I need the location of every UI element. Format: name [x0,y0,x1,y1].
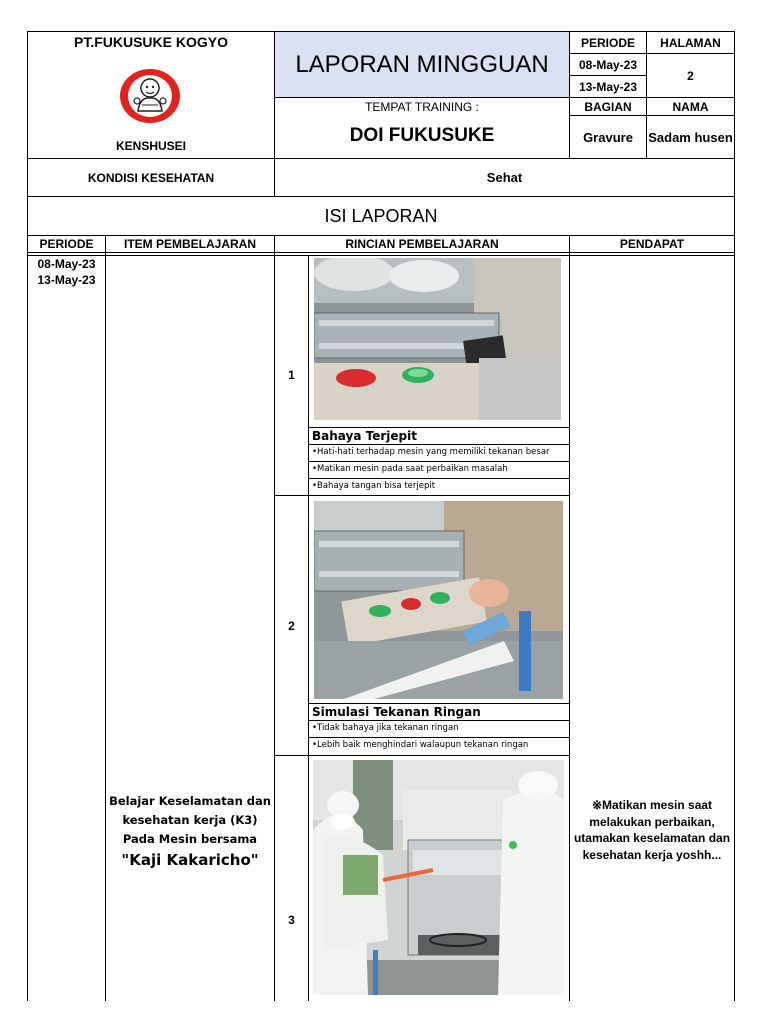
periode-end: 13-May-23 [578,79,638,94]
entry-note: • Bahaya tangan bisa terjepit [312,479,435,494]
entry-note: • Matikan mesin pada saat perbaikan masalah [312,462,508,477]
col-header-pendapat: PENDAPAT [619,237,685,251]
periode-start: 08-May-23 [578,57,638,72]
section-title: ISI LAPORAN [324,205,438,226]
bagian-value: Gravure [583,129,633,145]
entry-number: 3 [288,913,295,927]
halaman-value: 2 [687,68,694,83]
entry-title: Bahaya Terjepit [312,429,417,443]
health-label: KONDISI KESEHATAN [87,170,215,185]
nama-value: Sadam husen [648,129,733,145]
col-header-periode: PERIODE [39,237,94,251]
training-place: DOI FUKUSUKE [349,125,495,146]
periode-label: PERIODE [580,35,635,50]
machine-red-green-buttons-photo [314,258,561,420]
fukusuke-mascot-icon [118,67,182,125]
entry-number: 1 [288,368,295,382]
learning-item-emphasis: "Kaji Kakaricho" [121,851,259,869]
halaman-label: HALAMAN [660,35,721,50]
report-title: LAPORAN MINGGUAN [295,50,549,78]
entry-title: Simulasi Tekanan Ringan [312,705,481,719]
opinion-text: ※Matikan mesin saat melakukan perbaikan, utamakan keselamatan dan kesehatan kerja yoshh... [573,798,731,862]
entry-note: • Lebih baik menghindari walaupun tekanan ringan [312,738,528,753]
entry-note: • Hati-hati terhadap mesin yang memiliki tekanan besar [312,445,550,460]
col-header-item: ITEM PEMBELAJARAN [123,237,256,251]
health-value: Sehat [486,170,523,185]
periode-start-cell: 08-May-23 [37,257,96,271]
entry-number: 2 [288,619,295,633]
trainee-role: KENSHUSEI [115,139,186,153]
company-name: PT.FUKUSUKE KOGYO [73,34,228,50]
learning-item-line: kesehatan kerja (K3) [122,813,258,827]
learning-item-line: Pada Mesin bersama [122,832,258,846]
periode-end-cell: 13-May-23 [37,273,96,287]
learning-item [106,792,274,871]
bagian-label: BAGIAN [584,99,632,114]
col-header-rincian: RINCIAN PEMBELAJARAN [345,237,499,251]
trainees-at-machine-photo [313,760,564,995]
learning-item-line: Belajar Keselamatan dan [109,794,271,808]
hand-near-machine-photo [314,501,563,699]
training-label: TEMPAT TRAINING : [365,100,479,114]
entry-note: • Tidak bahaya jika tekanan ringan [312,721,459,736]
nama-label: NAMA [672,99,709,114]
report-title-cell [275,32,569,97]
company-logo [118,67,182,125]
